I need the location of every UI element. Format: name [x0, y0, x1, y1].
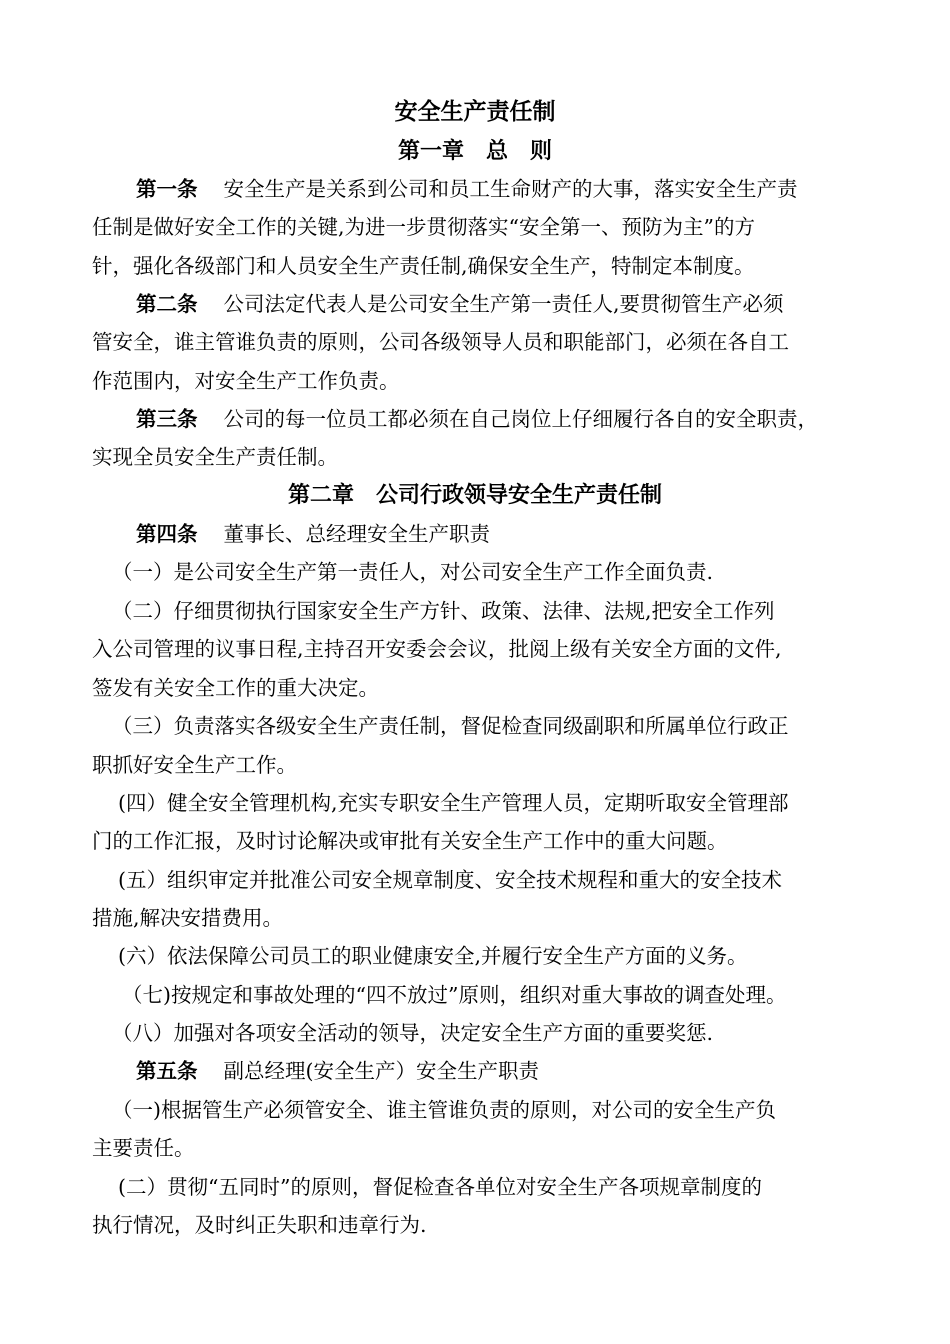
chapter-1-heading: 第一章 总 则 [397, 139, 552, 164]
article-4-item-3-line-1: （三）负责落实各级安全生产责任制，督促检查同级副职和所属单位行政正 [112, 714, 789, 738]
article-4-item-8: （八）加强对各项安全活动的领导，决定安全生产方面的重要奖惩. [112, 1021, 714, 1045]
article-1-line-2: 任制是做好安全工作的关键,为进一步贯彻落实“安全第一、预防为主”的方 [92, 215, 755, 239]
article-5-label: 第五条 [136, 1059, 198, 1083]
chapter-2-heading: 第二章 公司行政领导安全生产责任制 [287, 483, 662, 508]
article-3-text-1: 公司的每一位员工都必须在自己岗位上仔细履行各自的安全职责， [223, 407, 818, 431]
article-3-label: 第三条 [136, 407, 198, 431]
article-4-item-5-line-2: 措施,解决安措费用。 [92, 906, 284, 930]
article-5-item-1-line-1: （一)根据管生产必须管安全、谁主管谁负责的原则，对公司的安全生产负 [112, 1098, 776, 1122]
article-2-text-1: 公司法定代表人是公司安全生产第一责任人,要贯彻管生产必须 [223, 292, 784, 316]
article-4-item-1: （一）是公司安全生产第一责任人，对公司安全生产工作全面负责. [112, 560, 714, 584]
article-4-line-1 [136, 519, 490, 549]
article-4-text-1: 董事长、总经理安全生产职责 [223, 522, 490, 546]
article-4-item-5-line-1: (五）组织审定并批准公司安全规章制度、安全技术规程和重大的安全技术 [118, 868, 782, 892]
article-5-line-1 [136, 1056, 539, 1086]
document-title: 安全生产责任制 [394, 99, 556, 125]
article-2-line-1 [136, 289, 784, 319]
article-1-line-3: 针，强化各级部门和人员安全生产责任制,确保安全生产，特制定本制度。 [92, 254, 755, 278]
article-1-line-1 [136, 174, 798, 204]
article-2-line-2: 管安全，谁主管谁负责的原则，公司各级领导人员和职能部门，必须在各自工 [92, 330, 789, 354]
article-4-item-2-line-2: 入公司管理的议事日程,主持召开安委会会议，批阅上级有关安全方面的文件, [92, 637, 782, 661]
article-4-item-2-line-1: （二）仔细贯彻执行国家安全生产方针、政策、法律、法规,把安全工作列 [112, 599, 775, 623]
article-5-item-2-line-2: 执行情况，及时纠正失职和违章行为. [92, 1213, 427, 1237]
article-4-item-6: (六）依法保障公司员工的职业健康安全,并履行安全生产方面的义务。 [118, 944, 748, 968]
article-4-item-4-line-1: (四）健全安全管理机构,充实专职安全生产管理人员，定期听取安全管理部 [118, 791, 789, 815]
article-2-line-3: 作范围内，对安全生产工作负责。 [92, 369, 400, 393]
article-4-label: 第四条 [136, 522, 198, 546]
article-3-line-2: 实现全员安全生产责任制。 [92, 445, 338, 469]
article-2-label: 第二条 [136, 292, 198, 316]
article-4-item-2-line-3: 签发有关安全工作的重大决定。 [92, 676, 379, 700]
article-4-item-4-line-2: 门的工作汇报，及时讨论解决或审批有关安全生产工作中的重大问题。 [92, 829, 728, 853]
article-1-text-1: 安全生产是关系到公司和员工生命财产的大事，落实安全生产责 [223, 177, 798, 201]
article-5-item-2-line-1: (二）贯彻“五同时”的原则，督促检查各单位对安全生产各项规章制度的 [118, 1175, 762, 1199]
article-5-text-1: 副总经理(安全生产）安全生产职责 [223, 1059, 539, 1083]
article-3-line-1 [136, 404, 818, 434]
article-1-label: 第一条 [136, 177, 198, 201]
article-5-item-1-line-2: 主要责任。 [92, 1136, 195, 1160]
article-4-item-7: （七)按规定和事故处理的“四不放过”原则，组织对重大事故的调查处理。 [122, 983, 787, 1007]
article-4-item-3-line-2: 职抓好安全生产工作。 [92, 753, 297, 777]
